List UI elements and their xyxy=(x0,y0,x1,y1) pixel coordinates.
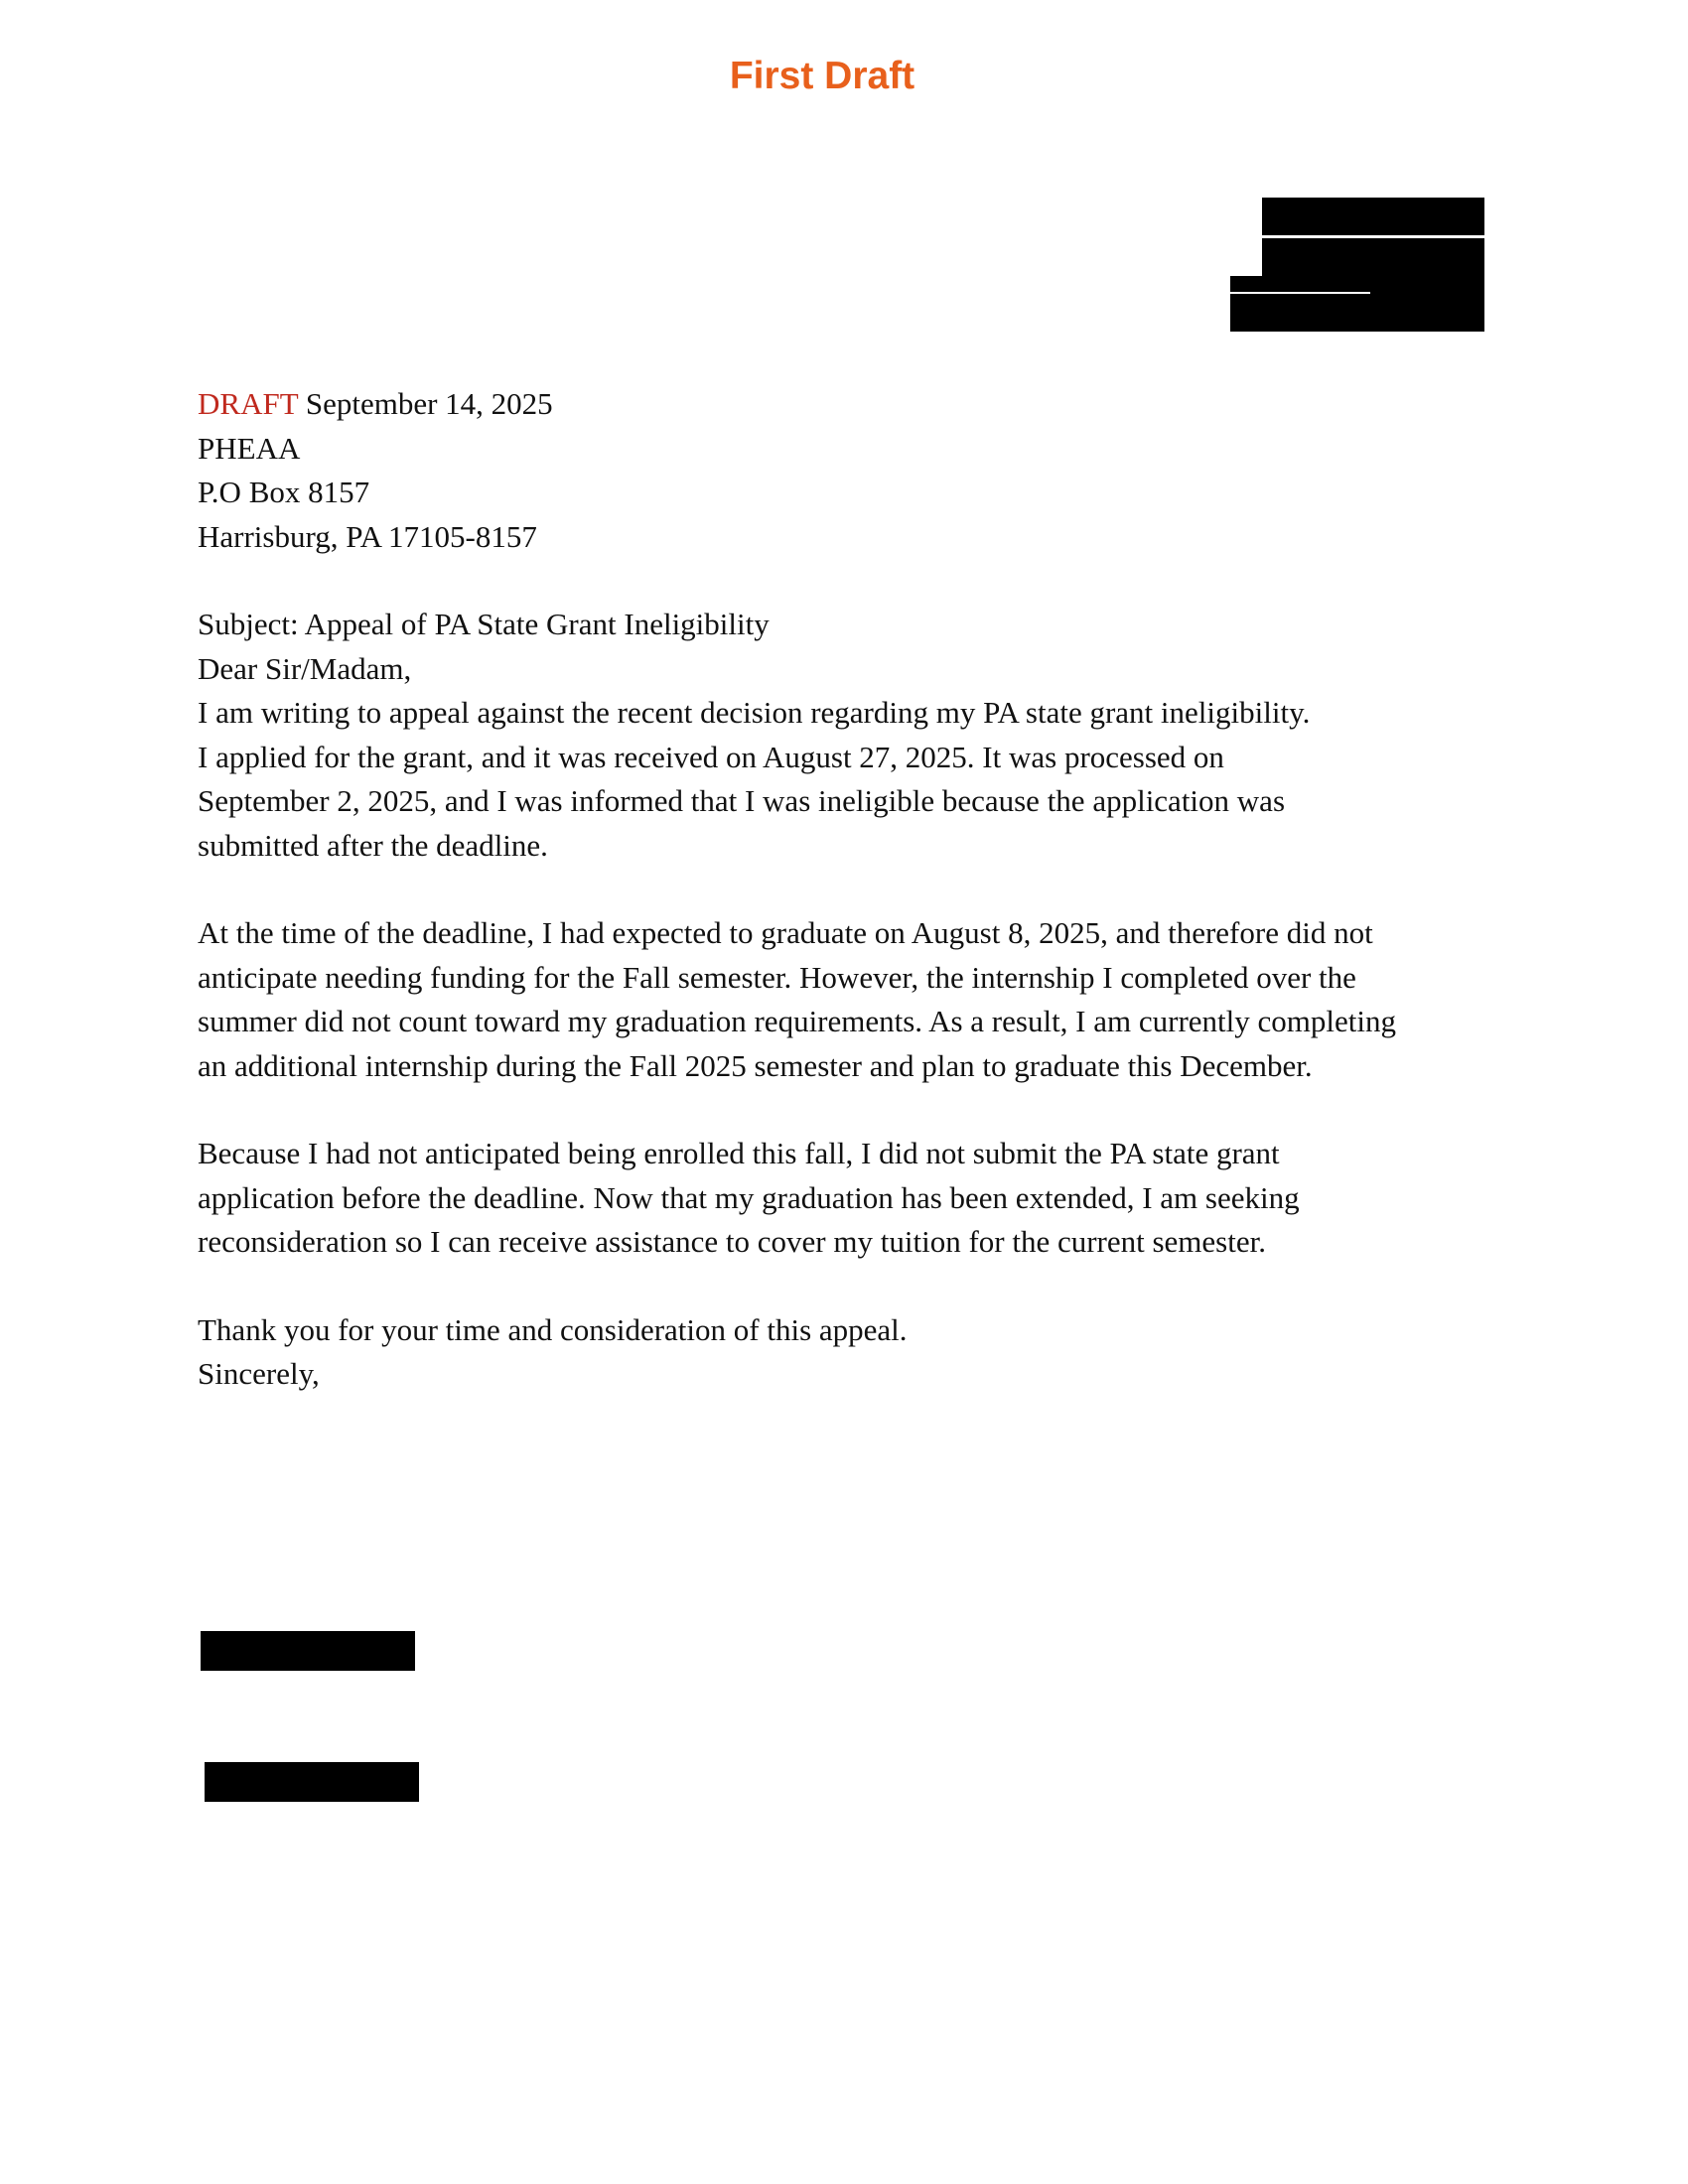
paragraph-line: I applied for the grant, and it was received on August 27, 2025. It was processed on xyxy=(198,739,1224,774)
redacted-name xyxy=(205,1762,419,1802)
redacted-sender-line-4 xyxy=(1230,294,1484,332)
page-title: First Draft xyxy=(729,55,915,97)
paragraph-line: September 2, 2025, and I was informed that I was ineligible because the application was xyxy=(198,783,1286,818)
salutation: Dear Sir/Madam, xyxy=(198,650,412,686)
letter-date: September 14, 2025 xyxy=(305,386,553,421)
paragraph-line: Because I had not anticipated being enrolled this fall, I did not submit the PA state grant xyxy=(198,1136,1280,1170)
paragraph-line: application before the deadline. Now that my graduation has been extended, I am seeking xyxy=(198,1179,1300,1215)
paragraph-line: an additional internship during the Fall 2025 semester and plan to graduate this December. xyxy=(198,1047,1313,1083)
redacted-sender-line-3 xyxy=(1230,276,1484,292)
recipient-address xyxy=(198,427,1508,560)
recipient-name: PHEAA xyxy=(198,430,301,466)
draft-label: DRAFT xyxy=(198,386,299,421)
date-line xyxy=(198,382,1508,427)
paragraph-2 xyxy=(198,911,1508,1088)
closing: Sincerely, xyxy=(198,1356,320,1391)
paragraph-line: submitted after the deadline. xyxy=(198,827,548,863)
paragraph-line: I am writing to appeal against the recent decision regarding my PA state grant ineligibility. xyxy=(198,695,1311,730)
letter-body xyxy=(198,382,1508,1397)
thanks-line: Thank you for your time and consideration of this appeal. xyxy=(198,1311,908,1347)
recipient-address-line-1: P.O Box 8157 xyxy=(198,475,370,509)
paragraph-line: summer did not count toward my graduation requirements. As a result, I am currently completing xyxy=(198,1004,1396,1038)
paragraph-3 xyxy=(198,1132,1508,1265)
redacted-sender-line-2 xyxy=(1262,238,1484,276)
paragraph-line: anticipate needing funding for the Fall semester. However, the internship I completed over the xyxy=(198,959,1356,995)
paragraph-line: At the time of the deadline, I had expected to graduate on August 8, 2025, and therefore did not xyxy=(198,915,1373,950)
redacted-sender-line-1 xyxy=(1262,198,1484,235)
redacted-signature xyxy=(201,1631,415,1671)
recipient-address-line-2: Harrisburg, PA 17105-8157 xyxy=(198,518,537,554)
subject-line: Subject: Appeal of PA State Grant Ineligibility xyxy=(198,607,770,641)
paragraph-line: reconsideration so I can receive assistance to cover my tuition for the current semester. xyxy=(198,1224,1266,1259)
paragraph-1 xyxy=(198,691,1508,868)
